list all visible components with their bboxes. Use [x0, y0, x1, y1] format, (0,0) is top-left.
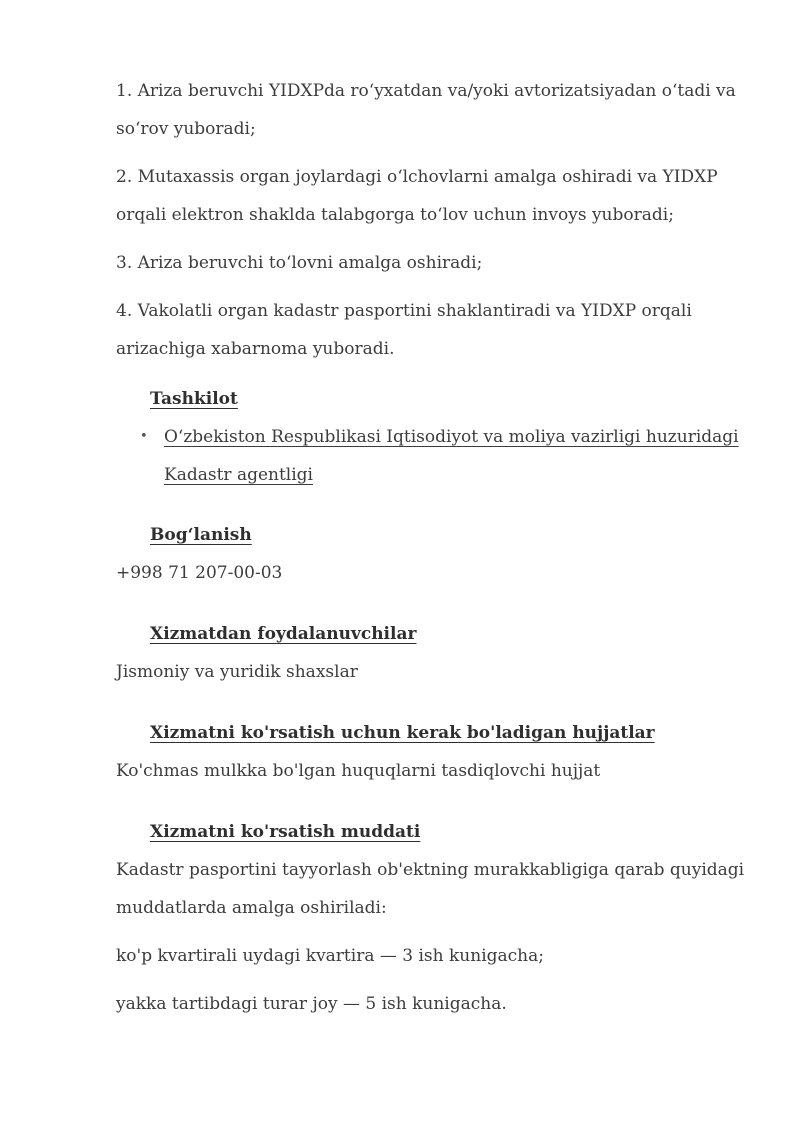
step-2: 2. Mutaxassis organ joylardagi oʻlchovlarni amalga oshiradi va YIDXP orqali elektron shaklda talabgorga toʻlov uchun invoys yuboradi; — [116, 167, 718, 225]
duration-line-1: ko'p kvartirali uydagi kvartira — 3 ish kunigacha; — [116, 946, 544, 966]
organization-link[interactable]: Oʻzbekiston Respublikasi Iqtisodiyot va moliya vazirligi huzuridagi Kadastr agentligi — [164, 427, 739, 485]
users-value: Jismoniy va yuridik shaxslar — [116, 662, 358, 682]
organization-list — [116, 418, 756, 494]
step-3: 3. Ariza beruvchi toʻlovni amalga oshiradi; — [116, 253, 483, 273]
users-heading: Xizmatdan foydalanuvchilar — [150, 624, 417, 644]
duration-heading: Xizmatni ko'rsatish muddati — [150, 822, 421, 842]
step-4: 4. Vakolatli organ kadastr pasportini shaklantiradi va YIDXP orqali arizachiga xabarnoma yuboradi. — [116, 301, 692, 359]
duration-line-2: yakka tartibdagi turar joy — 5 ish kunigacha. — [116, 994, 507, 1014]
contact-section — [116, 516, 756, 592]
step-1: 1. Ariza beruvchi YIDXPda roʻyxatdan va/yoki avtorizatsiyadan oʻtadi va soʻrov yuboradi; — [116, 81, 736, 139]
organization-section — [116, 380, 756, 494]
document-page — [116, 72, 756, 1033]
documents-heading: Xizmatni ko'rsatish uchun kerak bo'ladigan hujjatlar — [150, 723, 655, 743]
documents-section — [116, 714, 756, 790]
bullet-icon: • — [140, 429, 148, 444]
documents-value: Ko'chmas mulkka bo'lgan huquqlarni tasdiqlovchi hujjat — [116, 761, 601, 781]
duration-intro: Kadastr pasportini tayyorlash ob'ektning murakkabligiga qarab quyidagi muddatlarda amalga oshiriladi: — [116, 860, 745, 918]
contact-heading: Bogʻlanish — [150, 525, 252, 545]
organization-heading: Tashkilot — [150, 389, 238, 409]
duration-section — [116, 813, 756, 1023]
users-section — [116, 615, 756, 691]
contact-phone: +998 71 207-00-03 — [116, 563, 283, 583]
organization-item — [140, 418, 756, 494]
